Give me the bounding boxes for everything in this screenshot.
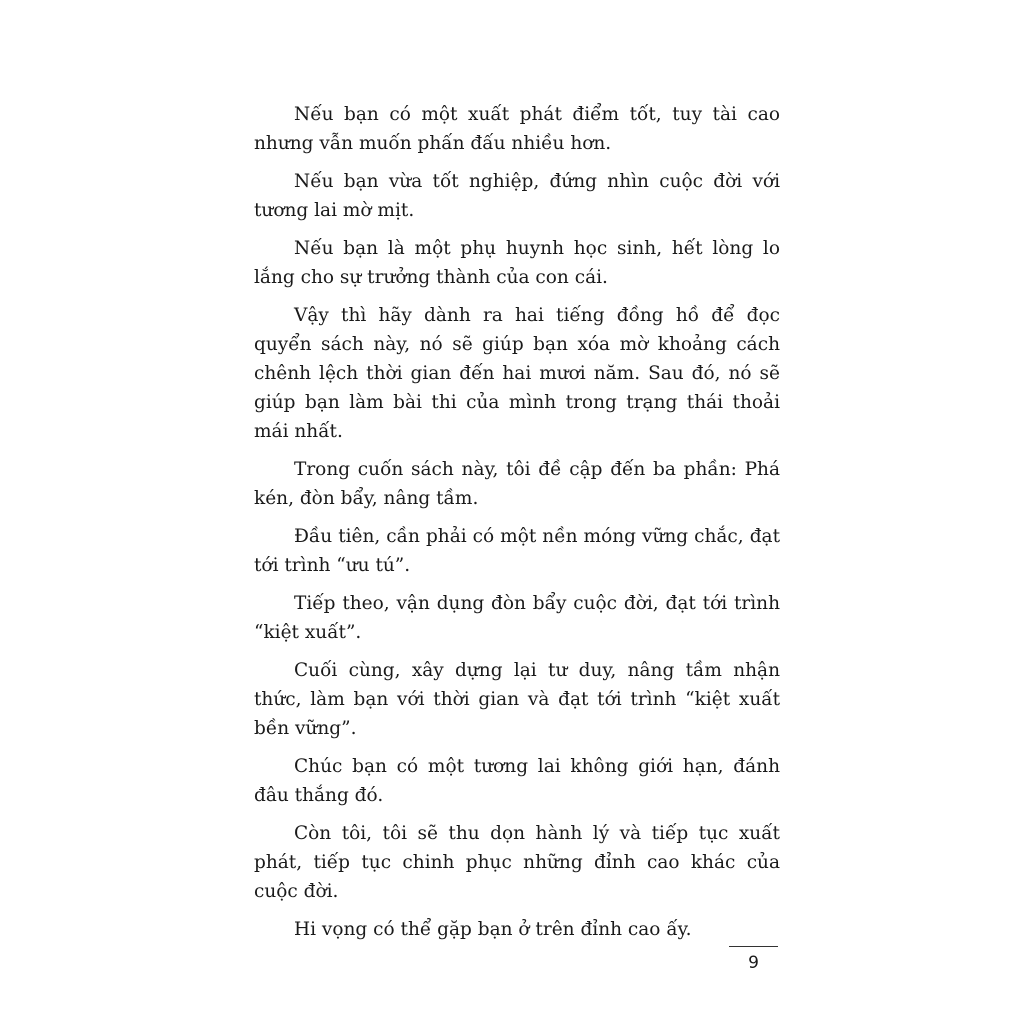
paragraph-3: Nếu bạn là một phụ huynh học sinh, hết lòng lo lắng cho sự trưởng thành của con cái. (254, 238, 780, 288)
paragraph-1: Nếu bạn có một xuất phát điểm tốt, tuy tài cao nhưng vẫn muốn phấn đấu nhiều hơn. (254, 104, 780, 154)
paragraph-8: Cuối cùng, xây dựng lại tư duy, nâng tầm nhận thức, làm bạn với thời gian và đạt tới trình “kiệt xuất bền vững”. (254, 660, 780, 739)
paragraph-11: Hi vọng có thể gặp bạn ở trên đỉnh cao ấy. (294, 919, 692, 940)
paragraph-9: Chúc bạn có một tương lai không giới hạn, đánh đâu thắng đó. (254, 756, 780, 806)
page-number-rule (729, 946, 778, 947)
paragraph-10: Còn tôi, tôi sẽ thu dọn hành lý và tiếp tục xuất phát, tiếp tục chinh phục những đỉnh cao khác của cuộc đời. (254, 823, 780, 902)
page-number: 9 (748, 953, 759, 973)
paragraph-5: Trong cuốn sách này, tôi đề cập đến ba phần: Phá kén, đòn bẩy, nâng tầm. (254, 459, 780, 509)
paragraph-7: Tiếp theo, vận dụng đòn bẩy cuộc đời, đạt tới trình “kiệt xuất”. (254, 593, 780, 643)
body-text (254, 100, 780, 953)
paragraph-4: Vậy thì hãy dành ra hai tiếng đồng hồ để đọc quyển sách này, nó sẽ giúp bạn xóa mờ khoảng cách chênh lệch thời gian đến hai mươi năm. Sau đó, nó sẽ giúp bạn làm bài thi của mình trong trạng thái thoải mái nhất. (254, 305, 780, 442)
paragraph-6: Đầu tiên, cần phải có một nền móng vững chắc, đạt tới trình “ưu tú”. (254, 526, 780, 576)
paragraph-2: Nếu bạn vừa tốt nghiệp, đứng nhìn cuộc đời với tương lai mờ mịt. (254, 171, 780, 221)
